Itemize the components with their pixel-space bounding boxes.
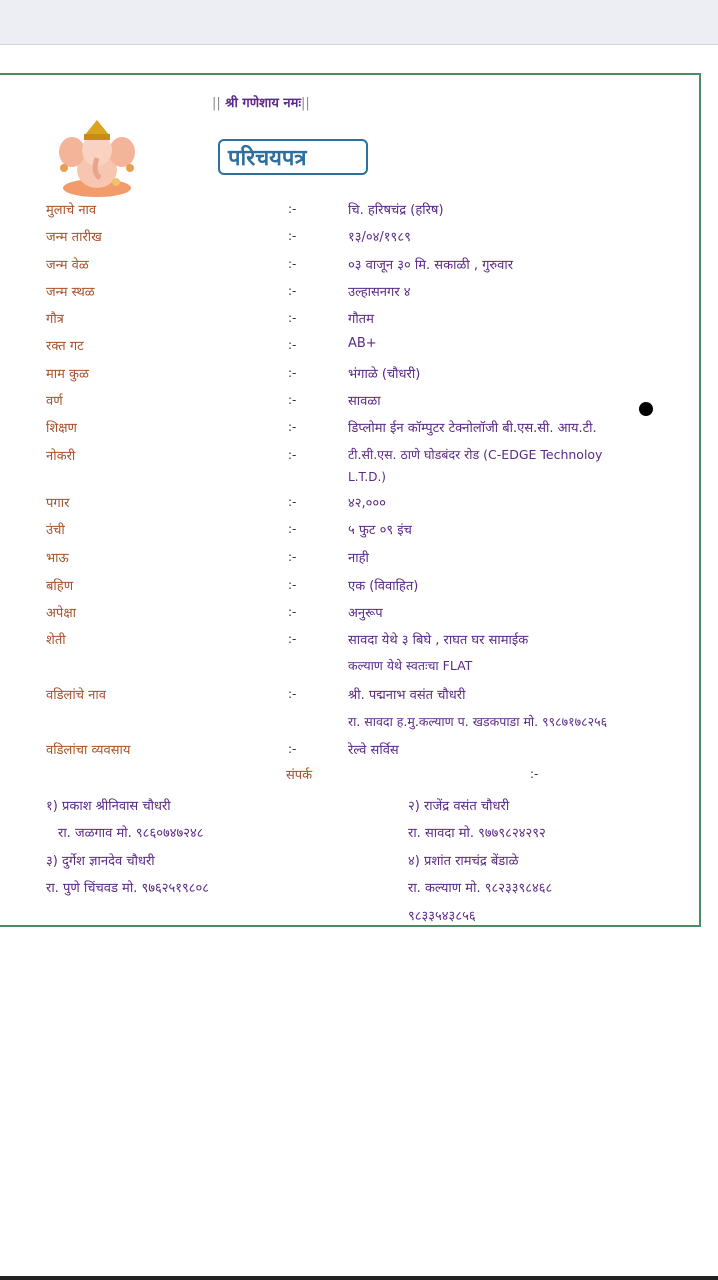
- label-height: उंची: [46, 523, 65, 538]
- row-maternal-clan: [0, 364, 718, 386]
- separator: :-: [288, 311, 297, 325]
- label-salary: पगार: [46, 496, 70, 511]
- label-birth-place: जन्म स्थळ: [46, 285, 95, 300]
- row-job: [0, 446, 718, 492]
- separator: :-: [288, 366, 297, 380]
- separator: :-: [288, 257, 297, 271]
- label-birth-time: जन्म वेळ: [46, 258, 89, 273]
- row-sister: [0, 576, 718, 598]
- separator: :-: [288, 448, 297, 462]
- value-boy-name: चि. हरिषचंद्र (हरिष): [348, 203, 444, 218]
- value-father-address: रा. सावदा ह.मु.कल्याण प. खडकपाडा मो. ९९८७१७८२५६: [348, 714, 608, 729]
- browser-top-bar: [0, 0, 718, 45]
- separator: :-: [288, 742, 297, 756]
- contact-1-name: १) प्रकाश श्रीनिवास चौधरी: [46, 799, 171, 814]
- row-blood-group: [0, 336, 718, 358]
- label-boy-name: मुलाचे नाव: [46, 203, 97, 218]
- value-salary: ४२,०००: [348, 496, 386, 511]
- contact-1-address: रा. जळगाव मो. ९८६०७४७२४८: [58, 826, 204, 841]
- contact-4-address-line2: ९८३३५४३८५६: [408, 909, 476, 924]
- row-complexion: [0, 391, 718, 413]
- contact-2-name: २) राजेंद्र वसंत चौधरी: [408, 799, 510, 814]
- label-maternal-clan: माम कुळ: [46, 367, 89, 382]
- separator: :-: [288, 605, 297, 619]
- label-father-name: वडिलांचे नाव: [46, 688, 106, 703]
- invocation-bars-right: ||: [301, 96, 310, 111]
- label-job: नोकरी: [46, 449, 76, 464]
- value-father-name: श्री. पद्मनाभ वसंत चौधरी: [348, 688, 466, 703]
- label-expectation: अपेक्षा: [46, 606, 77, 621]
- value-maternal-clan: भंगाळे (चौधरी): [348, 367, 421, 382]
- separator: :-: [288, 202, 297, 216]
- row-education: [0, 418, 718, 440]
- touch-dot: [639, 402, 653, 416]
- value-job-line2: L.T.D.): [348, 470, 386, 484]
- value-gotra: गौतम: [348, 312, 374, 327]
- label-gotra: गौत्र: [46, 312, 64, 327]
- separator: :-: [288, 632, 297, 646]
- row-father-occupation: [0, 740, 718, 762]
- value-expectation: अनुरूप: [348, 606, 383, 621]
- value-birth-date: १३/०४/१९८९: [348, 230, 411, 245]
- contact-2-address: रा. सावदा मो. ९७७९८२४२९२: [408, 826, 546, 841]
- value-height: ५ फुट ०९ इंच: [348, 523, 412, 538]
- row-salary: [0, 493, 718, 515]
- value-birth-place: उल्हासनगर ४: [348, 285, 411, 300]
- document-title: [218, 139, 368, 175]
- separator: :-: [288, 687, 297, 701]
- row-farm: [0, 630, 718, 678]
- separator: :-: [288, 393, 297, 407]
- row-expectation: [0, 603, 718, 625]
- contact-4-address: रा. कल्याण मो. ९८२३३९८४६८: [408, 881, 553, 896]
- label-sister: बहिण: [46, 579, 74, 594]
- separator: :-: [288, 522, 297, 536]
- contact-4-name: ४) प्रशांत रामचंद्र बेंडाळे: [408, 854, 519, 869]
- ganesha-image: [52, 118, 142, 198]
- label-father-occupation: वडिलांचा व्यवसाय: [46, 743, 131, 758]
- label-birth-date: जन्म तारीख: [46, 230, 102, 245]
- value-father-occupation: रेल्वे सर्विस: [348, 743, 399, 758]
- bottom-edge: [0, 1276, 718, 1280]
- value-job: टी.सी.एस. ठाणे घोडबंदर रोड (C-EDGE Technoloy: [348, 447, 603, 462]
- label-education: शिक्षण: [46, 421, 77, 436]
- row-birth-time: [0, 255, 718, 277]
- row-father-name: [0, 685, 718, 733]
- separator: :-: [288, 578, 297, 592]
- label-brother: भाऊ: [46, 551, 69, 566]
- value-brother: नाही: [348, 551, 369, 566]
- row-birth-place: [0, 282, 718, 304]
- contacts-separator: :-: [530, 767, 539, 781]
- contacts-heading: संपर्क: [286, 768, 313, 783]
- title-text: परिचयपत्र: [228, 146, 307, 171]
- invocation-text: श्री गणेशाय नमः: [225, 96, 301, 111]
- invocation-line: [212, 93, 310, 111]
- value-complexion: सावळा: [348, 394, 381, 409]
- separator: :-: [288, 495, 297, 509]
- row-gotra: [0, 309, 718, 331]
- value-farm-line2: कल्याण येथे स्वतःचा FLAT: [348, 658, 473, 673]
- invocation-bars-left: ||: [212, 96, 221, 111]
- contact-3-name: ३) दुर्गेश ज्ञानदेव चौधरी: [46, 854, 155, 869]
- separator: :-: [288, 420, 297, 434]
- label-farm: शेती: [46, 633, 66, 648]
- value-sister: एक (विवाहित): [348, 579, 419, 594]
- separator: :-: [288, 338, 297, 352]
- row-brother: [0, 548, 718, 570]
- separator: :-: [288, 229, 297, 243]
- row-boy-name: [0, 200, 718, 222]
- value-education: डिप्लोमा ईन कॉम्पुटर टेक्नोलॉजी बी.एस.सी. आय.टी.: [348, 421, 597, 436]
- row-birth-date: [0, 227, 718, 249]
- value-blood-group: AB+: [348, 336, 377, 351]
- label-complexion: वर्ण: [46, 394, 63, 409]
- contact-3-address: रा. पुणे चिंचवड मो. ९७६२५१९८०८: [46, 881, 210, 896]
- separator: :-: [288, 284, 297, 298]
- label-blood-group: रक्त गट: [46, 339, 84, 354]
- row-height: [0, 520, 718, 542]
- value-farm: सावदा येथे ३ बिघे , राघत घर सामाईक: [348, 633, 529, 648]
- separator: :-: [288, 550, 297, 564]
- value-birth-time: ०३ वाजून ३० मि. सकाळी , गुरुवार: [348, 258, 514, 273]
